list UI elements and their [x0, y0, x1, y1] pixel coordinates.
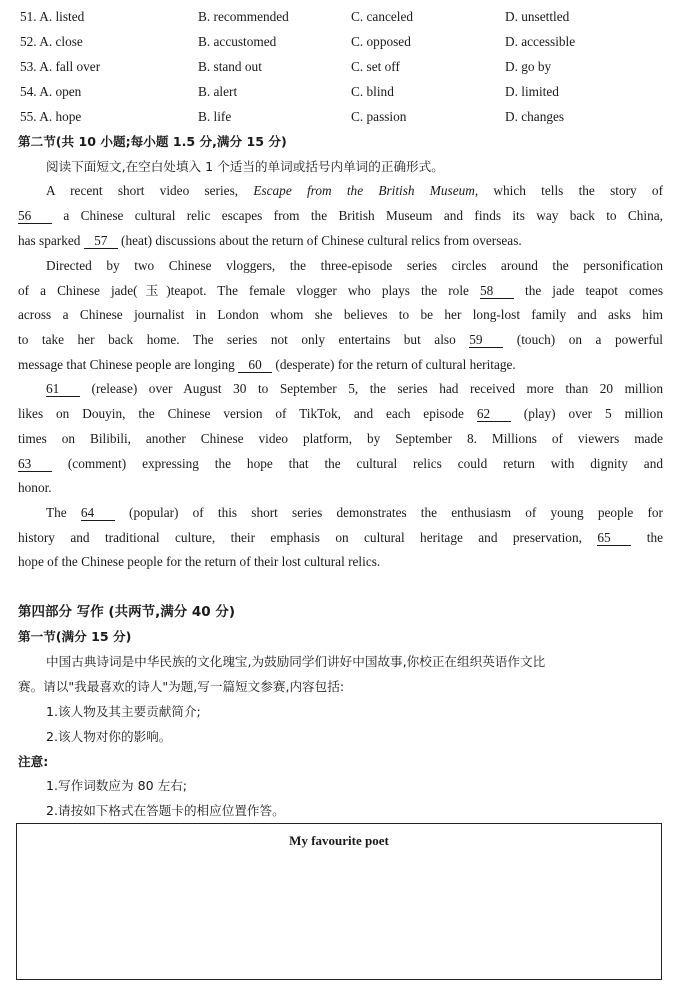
option-row-54 — [0, 84, 692, 104]
passage-line: 61 (release) over August 30 to September 5, the series had received more than 20 million — [46, 381, 663, 396]
passage-line: 63 (comment) expressing the hope that the cultural relics could return with dignity and — [18, 456, 663, 471]
passage-line: Directed by two Chinese vloggers, the three-episode series circles around the personification — [46, 258, 663, 273]
note-item: 1.写作词数应为 80 左右; — [46, 778, 188, 793]
option-row-55 — [0, 109, 692, 129]
blank-64[interactable]: 64 — [81, 505, 115, 521]
passage-line: hope of the Chinese people for the return of their lost cultural relics. — [18, 554, 381, 569]
option-a: 53. A. fall over — [20, 59, 101, 74]
blank-63[interactable]: 63 — [18, 456, 52, 472]
option-c: C. canceled — [351, 9, 414, 24]
option-a: 51. A. listed — [20, 9, 85, 24]
section2-heading: 第二节(共 10 小题;每小题 1.5 分,满分 15 分) — [18, 134, 287, 149]
option-b: B. stand out — [198, 59, 262, 74]
blank-65[interactable]: 65 — [597, 530, 631, 546]
answer-box-title: My favourite poet — [289, 833, 389, 848]
option-b: B. recommended — [198, 9, 289, 24]
blank-62[interactable]: 62 — [477, 406, 511, 422]
passage-line: of a Chinese jade(玉)teapot. The female vlogger who plays the role 58 the jade teapot comes — [18, 283, 663, 298]
blank-60[interactable]: 60 — [238, 357, 272, 373]
passage-line: to take her back home. The series not only entertains but also 59 (touch) on a powerful — [18, 332, 663, 347]
passage-line: history and traditional culture, their emphasis on cultural heritage and preservation, 65 the — [18, 530, 663, 545]
passage-line: times on Bilibili, another Chinese video platform, by September 8. Millions of viewers made — [18, 431, 663, 446]
passage-line: message that Chinese people are longing 60 (desperate) for the return of cultural heritage. — [18, 357, 516, 372]
option-row-51 — [0, 9, 692, 29]
option-a: 52. A. close — [20, 34, 83, 49]
option-d: D. limited — [505, 84, 559, 99]
option-d: D. unsettled — [505, 9, 570, 24]
passage-line: 56 a Chinese cultural relic escapes from the British Museum and finds its way back to China, — [18, 208, 663, 223]
part4-heading: 第四部分 写作 (共两节,满分 40 分) — [18, 604, 236, 620]
writing-prompt: 中国古典诗词是中华民族的文化瑰宝,为鼓励同学们讲好中国故事,你校正在组织英语作文比 — [46, 654, 546, 669]
blank-61[interactable]: 61 — [46, 381, 80, 397]
option-c: C. opposed — [351, 34, 411, 49]
part4-section1-heading: 第一节(满分 15 分) — [18, 629, 132, 644]
blank-56[interactable]: 56 — [18, 208, 52, 224]
video-title: Escape from the British Museum — [253, 183, 475, 198]
passage-line: honor. — [18, 480, 52, 495]
option-d: D. changes — [505, 109, 565, 124]
option-c: C. set off — [351, 59, 400, 74]
writing-prompt: 赛。请以"我最喜欢的诗人"为题,写一篇短文参赛,内容包括: — [18, 679, 345, 694]
section2-instruction: 阅读下面短文,在空白处填入 1 个适当的单词或括号内单词的正确形式。 — [46, 159, 444, 174]
passage-line: A recent short video series, Escape from the British Museum, which tells the story of — [46, 183, 664, 198]
passage-line: The 64 (popular) of this short series demonstrates the enthusiasm of young people for — [46, 505, 663, 520]
option-c: C. blind — [351, 84, 394, 99]
option-c: C. passion — [351, 109, 407, 124]
option-d: D. accessible — [505, 34, 576, 49]
writing-requirement: 2.该人物对你的影响。 — [46, 729, 172, 744]
option-row-52 — [0, 34, 692, 54]
passage-line: likes on Douyin, the Chinese version of TikTok, and each episode 62 (play) over 5 million — [18, 406, 663, 421]
answer-box[interactable] — [16, 823, 662, 980]
option-row-53 — [0, 59, 692, 79]
option-d: D. go by — [505, 59, 552, 74]
option-a: 54. A. open — [20, 84, 82, 99]
blank-58[interactable]: 58 — [480, 283, 514, 299]
writing-requirement: 1.该人物及其主要贡献简介; — [46, 704, 201, 719]
passage-line: has sparked 57 (heat) discussions about the return of Chinese cultural relics from overseas. — [18, 233, 522, 248]
option-b: B. accustomed — [198, 34, 277, 49]
note-item: 2.请按如下格式在答题卡的相应位置作答。 — [46, 803, 285, 818]
passage-line: across a Chinese journalist in London whom she believes to be her long-lost family and asks him — [18, 307, 663, 322]
option-b: B. alert — [198, 84, 238, 99]
blank-59[interactable]: 59 — [469, 332, 503, 348]
blank-57[interactable]: 57 — [84, 233, 118, 249]
option-a: 55. A. hope — [20, 109, 82, 124]
note-heading: 注意: — [18, 754, 49, 769]
option-b: B. life — [198, 109, 232, 124]
